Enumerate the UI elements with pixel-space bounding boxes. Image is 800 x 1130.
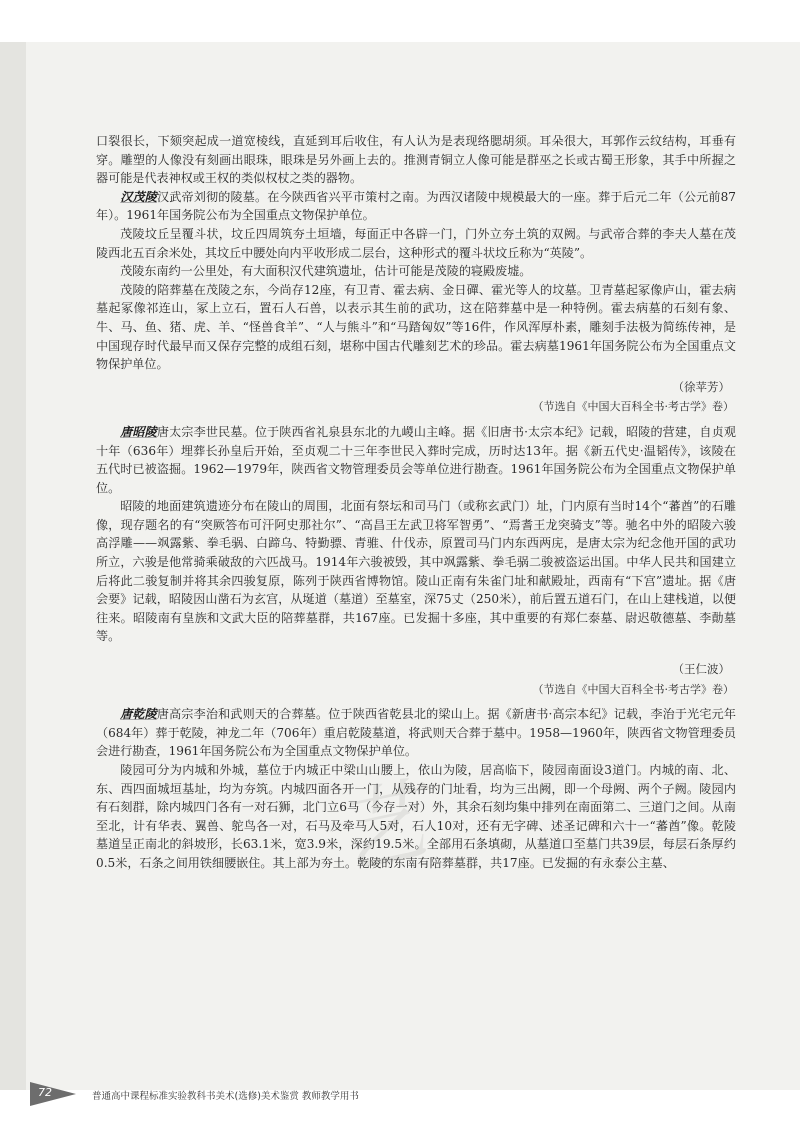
maoling-paragraph-2: 茂陵东南约一公里处，有大面积汉代建筑遗址，估计可能是茂陵的寝殿废墟。 [120,264,532,279]
entry-term-zhaoling: 唐昭陵 [120,424,157,439]
entry-term-qianling: 唐乾陵 [120,707,157,722]
zhaoling-source: （节选自《中国大百科全书·考古学》卷） [532,682,734,696]
qianling-paragraph-1: 陵园可分为内城和外城，墓位于内城正中梁山山腰上，依山为陵，居高临下，陵园南面设3道门。内城的南、北、东、西四面城垣基址，均为夯筑。内城四面各开一门，从残存的门址看，均为三出阙，即一个母阙、两个子阙。陵园内有石刻群，除内城四门各有一对石狮，北门立6马（今存一对）外，其余石刻均集中排列在南面第二、三道门之间。从南至北，计有华表、翼兽、鸵鸟各一对，石马及牵马人5对，石人10对，还有无字碑、述圣记碑和六十一“蕃酋”像。乾陵墓道呈正南北的斜坡形，长63.1米，宽3.9米，深约19.5米。全部用石条填砌，从墓道口至墓门共39层，每层石条厚约0.5米，石条之间用铁细腰嵌住。其上部为夯土。乾陵的东南有陪葬墓群，共17座。已发掘的有永泰公主墓、 [96,763,736,870]
footer-book-title: 普通高中课程标准实验教科书美术(选修)美术鉴赏 教师教学用书 [92,1091,359,1102]
zhaoling-author: （王仁波） [672,662,730,677]
entry-term-maoling: 汉茂陵 [120,189,157,204]
page-number: 72 [38,1086,52,1099]
entry-zhaoling-intro: 唐昭陵唐太宗李世民墓。位于陕西省礼泉县东北的九嵕山主峰。据《旧唐书·太宗本纪》记载，昭陵的营建，自贞观十年（636年）埋葬长孙皇后开始，至贞观二十三年李世民入葬时完成，历时达13年。据《新五代史·温韬传》，该陵在五代时已被盗掘。1962—1979年，陕西省文物管理委员会等单位进行勘查。1961年国务院公布为全国重点文物保护单位。 [96,424,736,495]
faint-watermark: 艺 [325,767,436,890]
zhaoling-paragraph-1: 昭陵的地面建筑遗迹分布在陵山的周围，北面有祭坛和司马门（或称玄武门）址，门内原有当时14个“蕃酋”的石雕像，现存题名的有“突厥答布可汗阿史那社尔”、“高昌王左武卫将军智勇”、“焉耆王龙突骑支”等。驰名中外的昭陵六骏高浮雕——飒露紫、拳毛䯄、白蹄乌、特勤骠、青骓、什伐赤，原置司马门内东西两庑，是唐太宗为纪念他开国的武功所立，六骏是他常骑乘破敌的六匹战马。1914年六骏被毁，其中飒露紫、拳毛䯄二骏被盗运出国。中华人民共和国建立后将此二骏复制并将其余四骏复原，陈列于陕西省博物馆。陵山正南有朱雀门址和献殿址，西南有“下宫”遗址。据《唐会要》记载，昭陵因山凿石为玄宫，从埏道（墓道）至墓室，深75丈（250米），前后置五道石门，在山上建栈道，以便往来。昭陵南有皇族和文武大臣的陪葬墓群，共167座。已发掘十多座，其中重要的有郑仁泰墓、尉迟敬德墓、李勣墓等。 [96,499,736,644]
page-body [96,132,736,890]
entry-qianling-intro: 唐乾陵唐高宗李治和武则天的合葬墓。位于陕西省乾县北的梁山上。据《新唐书·高宗本纪》记载，李治于光宅元年（684年）葬于乾陵，神龙二年（706年）重启乾陵墓道，将武则天合葬于墓中。1958—1960年，陕西省文物管理委员会进行勘查，1961年国务院公布为全国重点文物保护单位。 [96,707,736,759]
maoling-author: （徐苹芳） [672,379,730,394]
maoling-source: （节选自《中国大百科全书·考古学》卷） [532,400,734,414]
page-edge-shadow [0,42,26,1090]
paragraph-continued: 口裂很长，下颏突起成一道宽棱线，直延到耳后收住，有人认为是表现络腮胡须。耳朵很大，耳郭作云纹结构，耳垂有穿。雕塑的人像没有刻画出眼珠，眼珠是另外画上去的。推测青铜立人像可能是群巫之长或古蜀王形象，其手中所握之器可能是代表神权或王权的类似权杖之类的器物。 [96,134,736,186]
maoling-paragraph-1: 茂陵坟丘呈覆斗状，坟丘四周筑夯土垣墙，每面正中各辟一门，门外立夯土筑的双阙。与武帝合葬的李夫人墓在茂陵西北五百余米处，其坟丘中腰处向内平收形成二层台，这种形式的覆斗状坟丘称为“英陵”。 [96,226,736,260]
page-footer [30,1082,750,1110]
entry-maoling-intro: 汉茂陵汉武帝刘彻的陵墓。在今陕西省兴平市策村之南。为西汉诸陵中规模最大的一座。葬于后元二年（公元前87年）。1961年国务院公布为全国重点文物保护单位。 [96,189,736,223]
scanned-page [0,42,800,1102]
maoling-paragraph-3: 茂陵的陪葬墓在茂陵之东，今尚存12座，有卫青、霍去病、金日磾、霍光等人的坟墓。卫青墓起冢像庐山，霍去病墓起冢像祁连山，冢上立石，置石人石兽，以表示其生前的武功，这在陪葬墓中是一种特例。霍去病墓的石刻有象、牛、马、鱼、猪、虎、羊、“怪兽食羊”、“人与熊斗”和“马踏匈奴”等16件，作风浑厚朴素，雕刻手法极为简练传神，是中国现存时代最早而又保存完整的成组石刻，堪称中国古代雕刻艺术的珍品。霍去病墓1961年国务院公布为全国重点文物保护单位。 [96,282,736,372]
page-number-tab [30,1082,76,1106]
